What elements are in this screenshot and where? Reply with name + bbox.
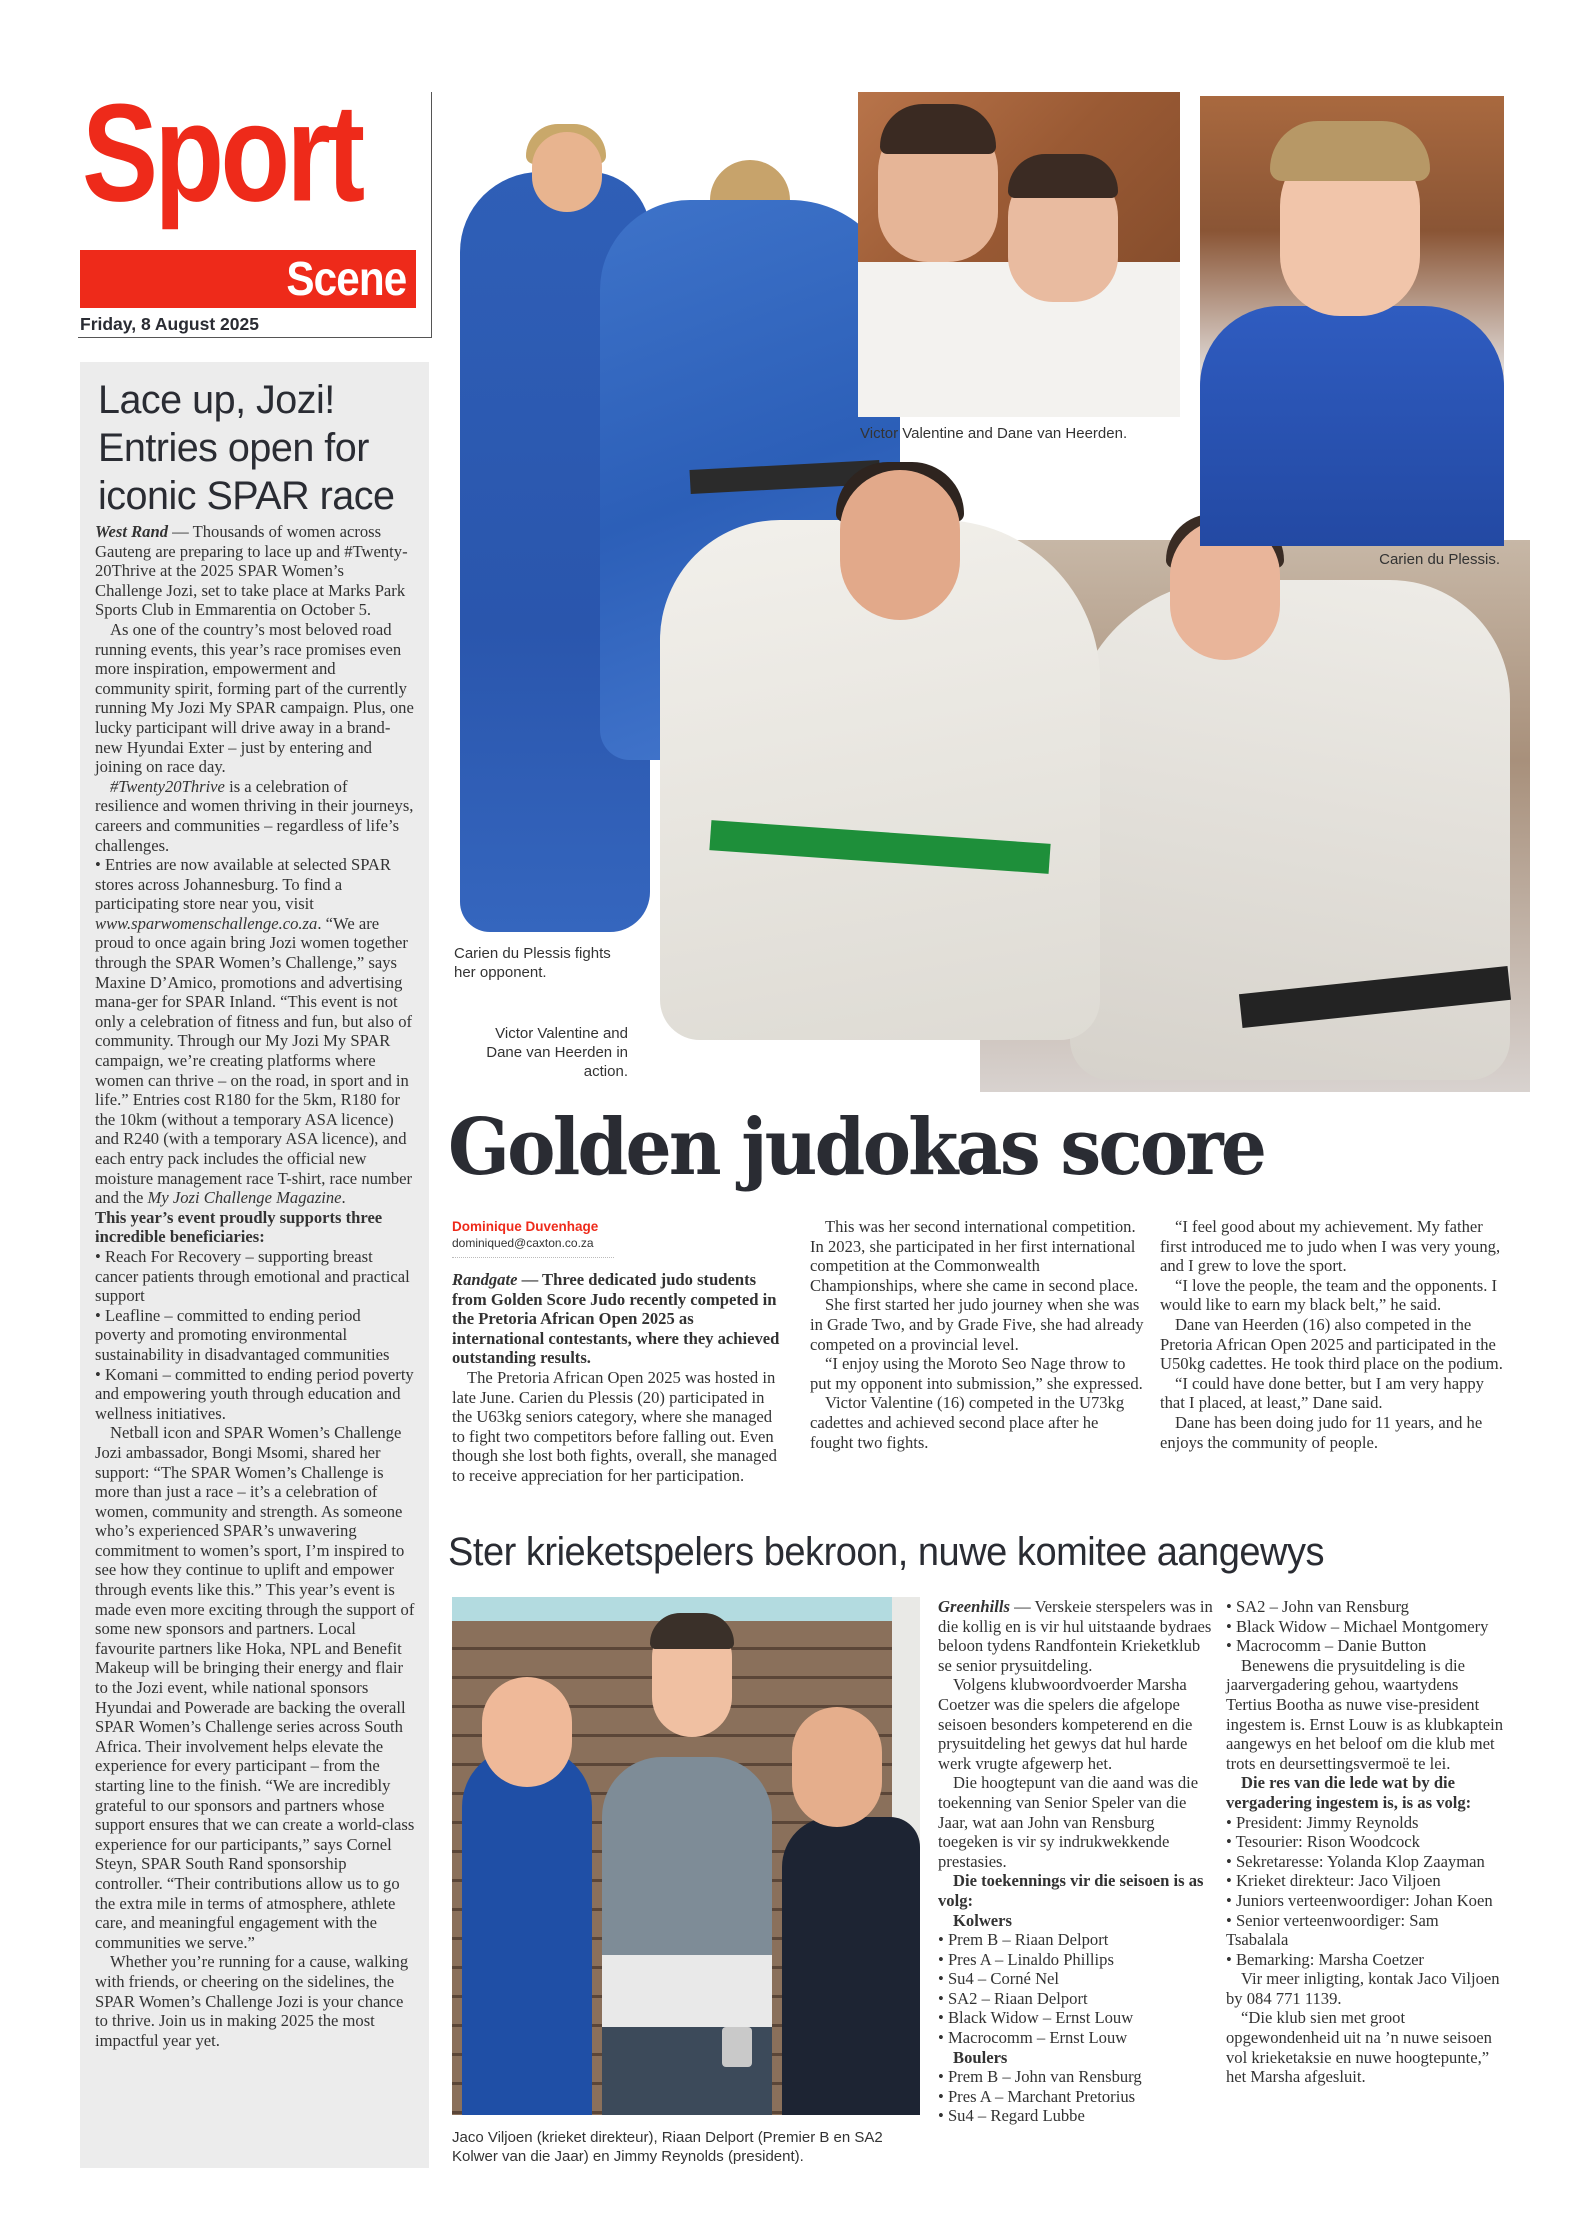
judo-paragraph: “I feel good about my achievement. My father first introduced me to judo when I was very young, and I grew to love the sport. <box>1160 1217 1501 1276</box>
cricket-column-2 <box>1226 1597 1504 2087</box>
spar-paragraph: West Rand — Thousands of women across Gauteng are preparing to lace up and #Twenty-20Thrive at the 2025 SPAR Women’s Challenge Jozi, set to take place at Marks Park Sports Club in Emmarentia on October 5. <box>95 522 408 620</box>
spar-paragraph: As one of the country’s most beloved road running events, this year’s race promises even more inspiration, empowerment and community spirit, forming part of the currently running My Jozi My SPAR campaign. Plus, one lucky participant will drive away in a brand-new Hyundai Exter – just by entering and joining on race day. <box>95 619 414 777</box>
award-item: • Su4 – Regard Lubbe <box>938 2106 1085 2126</box>
caption-carien-fight: Carien du Plessis fights her opponent. <box>454 945 611 981</box>
award-item: • Macrocomm – Danie Button <box>1226 1636 1427 1656</box>
judo-paragraph: “I enjoy using the Moroto Seo Nage throw to put my opponent into submission,” she expressed. <box>810 1354 1143 1393</box>
judo-paragraph: The Pretoria African Open 2025 was hosted in late June. Carien du Plessis (20) participated in the U63kg seniors category, where she managed to fight two competitors before falling out. Even though she lost both fights, overall, she managed to receive appreciation for her participation. <box>452 1367 777 1485</box>
masthead-title-scene: Scene <box>285 253 406 306</box>
award-item: • Prem B – Riaan Delport <box>938 1930 1109 1950</box>
hashtag: #Twenty20Thrive <box>110 776 225 796</box>
spar-dateline: West Rand <box>95 522 168 541</box>
issue-date: Friday, 8 August 2025 <box>80 314 259 334</box>
judo-paragraph: Victor Valentine (16) competed in the U73kg cadettes and achieved second place after he fought two fights. <box>810 1393 1125 1452</box>
magazine-title: My Jozi Challenge Magazine <box>147 1188 342 1208</box>
trophy-icon <box>722 2027 752 2067</box>
photo-victor-dane-portrait <box>858 92 1180 417</box>
spar-paragraph: #Twenty20Thrive is a celebration of resilience and women thriving in their journeys, careers and communities – regardless of life’s challenges. <box>95 776 414 855</box>
judo-paragraph: “I love the people, the team and the opponents. I would like to earn my black belt,” he said. <box>1160 1275 1498 1315</box>
judo-paragraph: Dane has been doing judo for 11 years, and he enjoys the community of people. <box>1160 1412 1483 1452</box>
spar-paragraph: • Entries are now available at selected SPAR stores across Johannesburg. To find a participating store near you, visit www.sparwomenschallenge.co.za. “We are proud to once again bring Jozi women together through the SPAR Women’s Challenge,” says Maxine D’Amico, promotions and advertising mana-ger for SPAR Inland. “This event is not only a celebration of fitness and fun, but also of community. Through our My Jozi My SPAR campaign, we’re creating platforms where women can thrive – on the road, in sport and in life.” Entries cost R180 for the 5km, R180 for the 10km (without a temporary ASA licence) and R240 (with a temporary ASA licence), and each entry pack includes the official new moisture management race T-shirt, race number and the My Jozi Challenge Magazine. <box>95 855 413 1208</box>
committee-item: • President: Jimmy Reynolds <box>1226 1812 1419 1832</box>
judo-paragraph: This was her second international competition. In 2023, she participated in her first international competition at the Commonwealth Championships, where she came in second place. <box>810 1217 1139 1295</box>
committee-item: • Bemarking: Marsha Coetzer <box>1226 1949 1424 1969</box>
beneficiary-item: • Komani – committed to ending period poverty and empowering youth through education and wellness initiatives. <box>95 1364 414 1423</box>
cricket-headline: Ster krieketspelers bekroon, nuwe komitee aangewys <box>448 1530 1325 1574</box>
award-item: • Black Widow – Michael Montgomery <box>1226 1616 1489 1636</box>
judo-column-1 <box>452 1270 788 1486</box>
spar-article <box>80 362 429 2168</box>
beneficiary-item: • Leafline – committed to ending period poverty and promoting environmental sustainability in disadvantaged communities <box>95 1305 390 1364</box>
byline <box>452 1218 614 1258</box>
masthead-scene-bar <box>80 250 416 308</box>
beneficiaries-heading: This year’s event proudly supports three incredible beneficiaries: <box>95 1207 383 1247</box>
committee-heading: Die res van die lede wat by die vergadering ingestem is, is as volg: <box>1226 1773 1472 1812</box>
spar-headline: Lace up, Jozi! Entries open for iconic SPAR race <box>98 378 395 518</box>
photo-carien-portrait <box>1200 96 1504 546</box>
closing-paragraph: “Die klub sien met groot opgewondenheid uit na ’n nuwe seisoen vol krieketaksie en nuwe hoogtepunte,” het Marsha afgesluit. <box>1226 2008 1492 2087</box>
cricket-intro: Greenhills — Verskeie sterspelers was in die kollig en is vir hul uitstaande bydraes beloon tydens Randfontein Krieketklub se senior prysuitdeling. <box>938 1597 1213 1675</box>
awards-heading: Die toekennings vir die seisoen is as volg: <box>938 1871 1204 1910</box>
byline-author: Dominique Duvenhage <box>452 1219 599 1234</box>
judo-paragraph: Dane van Heerden (16) also competed in the Pretoria African Open 2025 and participated in the U50kg cadettes. He took third place on the podium. <box>1160 1314 1503 1374</box>
contact-paragraph: Vir meer inligting, kontak Jaco Viljoen by 084 771 1139. <box>1226 1969 1500 2008</box>
award-item: • Macrocomm – Ernst Louw <box>938 2028 1128 2048</box>
caption-cricket-photo: Jaco Viljoen (krieket direkteur), Riaan Delport (Premier B en SA2 Kolwer van die Jaar) en Jimmy Reynolds (president). <box>452 2129 883 2165</box>
spar-article-body <box>95 522 415 2050</box>
award-item: • SA2 – Riaan Delport <box>938 1988 1088 2008</box>
committee-item: • Sekretaresse: Yolanda Klop Zaayman <box>1226 1851 1485 1871</box>
award-item: • Black Widow – Ernst Louw <box>938 2008 1134 2028</box>
caption-victor-dane: Victor Valentine and Dane van Heerden. <box>860 425 1128 442</box>
caption-boys-action: Victor Valentine and Dane van Heerden in action. <box>486 1025 628 1080</box>
judo-column-3 <box>1160 1217 1505 1452</box>
judo-dateline: Randgate <box>452 1270 518 1289</box>
spar-website-link[interactable]: www.sparwomenschallenge.co.za <box>95 913 318 933</box>
masthead <box>78 76 432 338</box>
byline-email[interactable]: dominiqued@caxton.co.za <box>452 1236 594 1250</box>
committee-item: • Senior verteenwoordiger: Sam Tsabalala <box>1226 1910 1439 1950</box>
judo-paragraph: She first started her judo journey when she was in Grade Two, and by Grade Five, she had already competed on a provincial level. <box>810 1295 1144 1354</box>
caption-carien-portrait: Carien du Plessis. <box>1379 551 1500 568</box>
award-item: • Pres A – Linaldo Phillips <box>938 1949 1114 1969</box>
cricket-column-1 <box>938 1597 1216 2126</box>
agm-paragraph: Benewens die prysuitdeling is die jaarvergadering gehou, waartydens Tertius Bootha as nuwe vise-president ingestem is. Ernst Louw is as klubkaptein aangewys en het beloof om die klub met trots en deursettingsvermoë te lei. <box>1226 1655 1503 1773</box>
judo-paragraph: “I could have done better, but I am very happy that I placed, at least,” Dane said. <box>1160 1373 1484 1413</box>
bowlers-heading: Boulers <box>953 2047 1008 2067</box>
award-item: • Su4 – Corné Nel <box>938 1969 1060 1989</box>
masthead-title-sport: Sport <box>82 76 362 231</box>
cricket-paragraph: Die hoogtepunt van die aand was die toekenning van Senior Speler van die Jaar, wat aan John van Rensburg toegeken is vir sy indrukwekkende prestasies. <box>938 1773 1199 1871</box>
spar-paragraph: Whether you’re running for a cause, walking with friends, or cheering on the sidelines, the SPAR Women’s Challenge Jozi is your chance to thrive. Join us in making 2025 the most impactful year yet. <box>95 1952 409 2050</box>
cricket-dateline: Greenhills <box>938 1597 1010 1616</box>
beneficiary-item: • Reach For Recovery – supporting breast cancer patients through emotional and practical support <box>95 1246 410 1306</box>
judo-lead: Randgate — Three dedicated judo students from Golden Score Judo recently competed in the Pretoria African Open 2025 as international contestants, where they achieved outstanding results. <box>452 1270 780 1368</box>
judo-column-2 <box>810 1217 1145 1452</box>
batters-heading: Kolwers <box>953 1910 1012 1930</box>
award-item: • Pres A – Marchant Pretorius <box>938 2086 1136 2106</box>
committee-item: • Krieket direkteur: Jaco Viljoen <box>1226 1871 1441 1891</box>
spar-paragraph: Netball icon and SPAR Women’s Challenge Jozi ambassador, Bongi Msomi, shared her support: “The SPAR Women’s Challenge is more than just a race – it’s a celebration of women, community and strength. As someone who’s experienced SPAR’s unwavering commitment to women’s sport, I’m inspired to see how they continue to uplift and empower through events like this.” This year’s event is made even more exciting through the support of some new sponsors and partners. Local favourite partners like Hoka, NPL and Benefit Makeup will be bringing their energy and flair to the Jozi event, while national sponsors Hyundai and Powerade are backing the overall SPAR Women’s Challenge series across South Africa. Their involvement helps elevate the experience for every participant – from the starting line to the finish. “We are incredibly grateful to our sponsors and partners whose support ensures that we can create a world-class experience for our participants,” says Cornel Steyn, SPAR South Rand sponsorship controller. “Their contributions allow us to go the extra mile in terms of atmosphere, athlete care, and meaningful engagement with the communities we serve.” <box>95 1423 415 1952</box>
judo-headline: Golden judokas score <box>448 1102 1265 1193</box>
committee-item: • Juniors verteenwoordiger: Johan Koen <box>1226 1890 1493 1910</box>
award-item: • Prem B – John van Rensburg <box>938 2067 1142 2087</box>
committee-item: • Tesourier: Rison Woodcock <box>1226 1832 1420 1852</box>
award-item: • SA2 – John van Rensburg <box>1226 1597 1409 1616</box>
cricket-paragraph: Volgens klubwoordvoerder Marsha Coetzer was die spelers die afgelope seisoen besonders kompeterend en die prysuitdeling het gewys dat hul harde werk vrugte afgewerp het. <box>938 1675 1193 1773</box>
photo-cricket-awards <box>452 1597 920 2115</box>
